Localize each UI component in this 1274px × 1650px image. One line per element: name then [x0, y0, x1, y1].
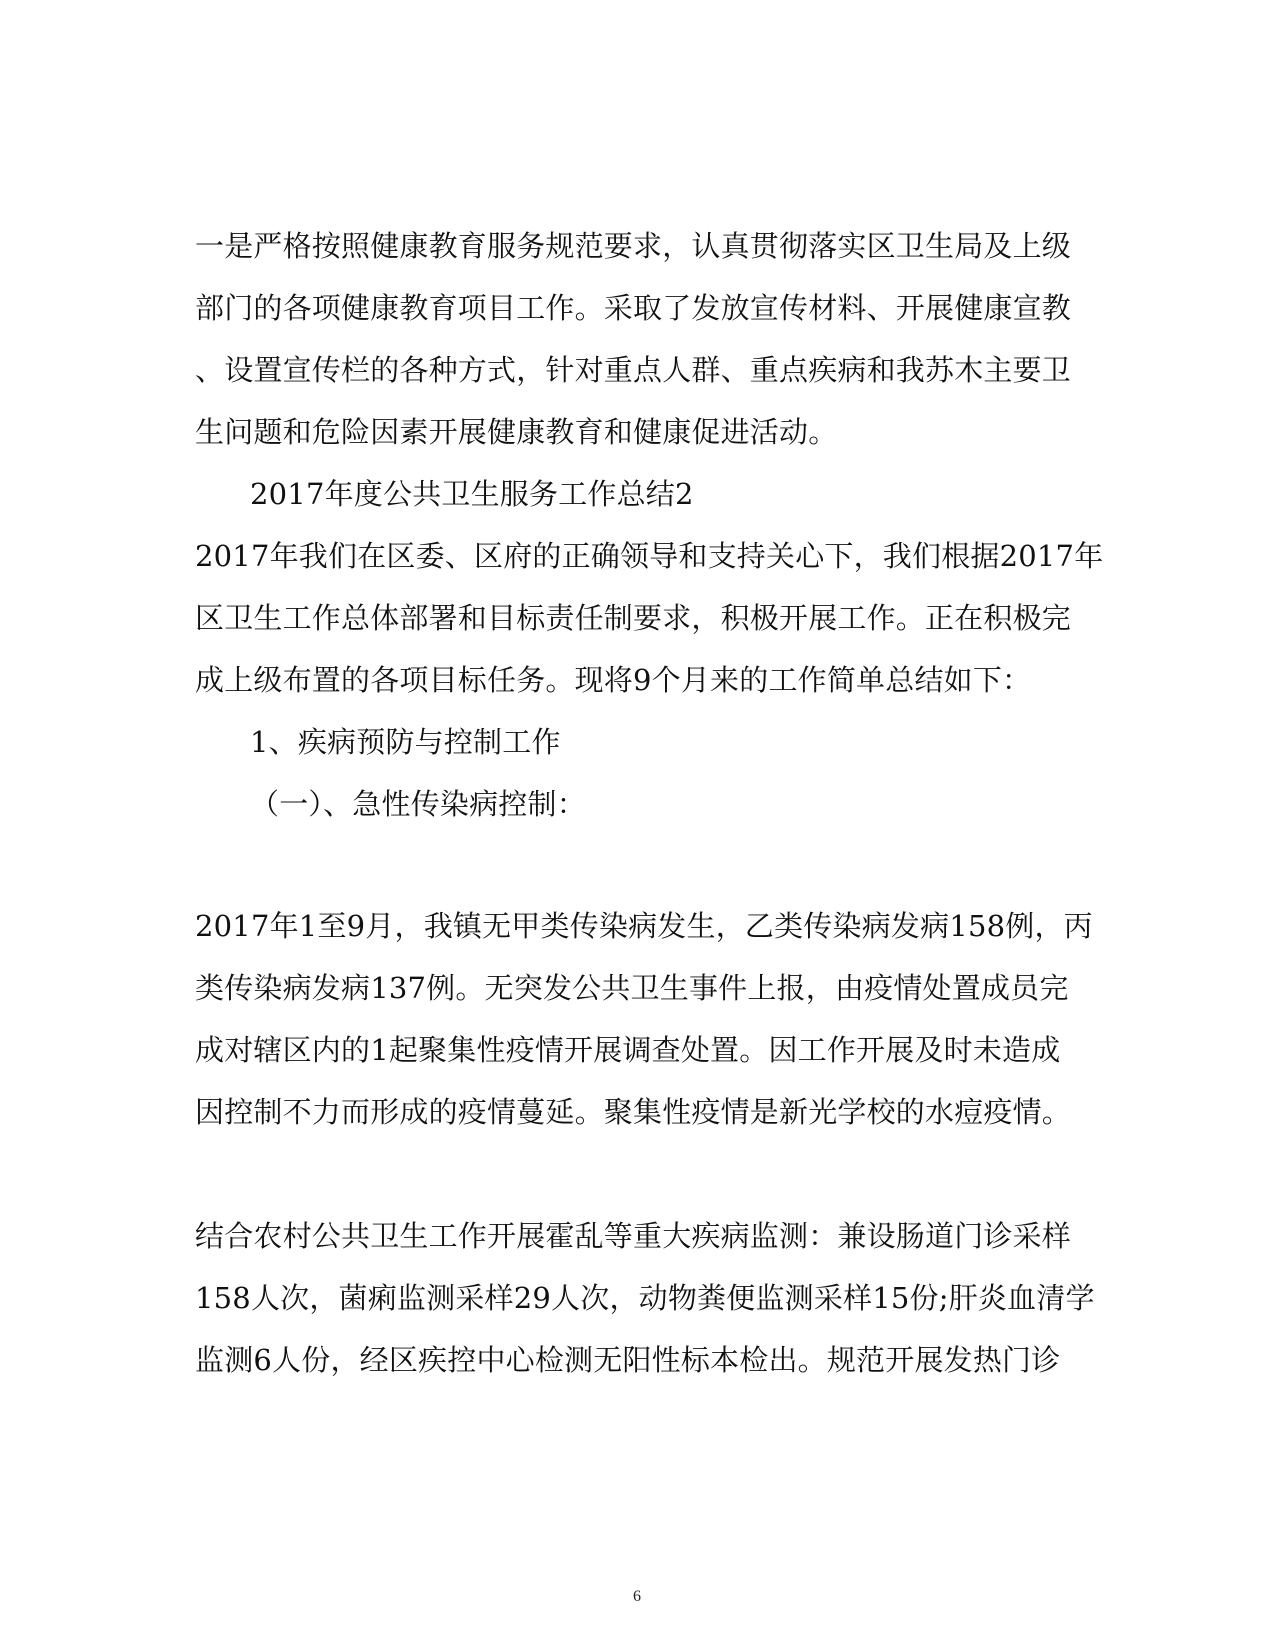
paragraph-line: 部门的各项健康教育项目工作。采取了发放宣传材料、开展健康宣教	[195, 291, 1072, 325]
paragraph-line: 2017年1至9月，我镇无甲类传染病发生，乙类传染病发病158例，丙	[195, 909, 1093, 943]
paragraph-line: 结合农村公共卫生工作开展霍乱等重大疾病监测：兼设肠道门诊采样	[195, 1219, 1072, 1253]
paragraph-line: 监测6人份，经区疾控中心检测无阳性标本检出。规范开展发热门诊	[195, 1343, 1061, 1377]
paragraph-line: 158人次，菌痢监测采样29人次，动物粪便监测采样15份;肝炎血清学	[195, 1281, 1095, 1315]
paragraph-line: 成上级布置的各项目标任务。现将9个月来的工作简单总结如下：	[195, 663, 1032, 697]
paragraph-line: 类传染病发病137例。无突发公共卫生事件上报，由疫情处置成员完	[195, 971, 1069, 1005]
paragraph-line: 因控制不力而形成的疫情蔓延。聚集性疫情是新光学校的水痘疫情。	[195, 1095, 1072, 1129]
subsection-heading: （一）、急性传染病控制：	[250, 787, 586, 821]
paragraph-line: 成对辖区内的1起聚集性疫情开展调查处置。因工作开展及时未造成	[195, 1033, 1061, 1067]
subsection-heading: 1、疾病预防与控制工作	[250, 725, 561, 759]
paragraph-line: 一是严格按照健康教育服务规范要求，认真贯彻落实区卫生局及上级	[195, 229, 1072, 263]
page-number: 6	[633, 1588, 641, 1605]
paragraph-line: 区卫生工作总体部署和目标责任制要求，积极开展工作。正在积极完	[195, 601, 1072, 635]
section-heading: 2017年度公共卫生服务工作总结2	[250, 477, 694, 511]
paragraph-line: 、设置宣传栏的各种方式，针对重点人群、重点疾病和我苏木主要卫	[195, 353, 1072, 387]
paragraph-line: 2017年我们在区委、区府的正确领导和支持关心下，我们根据2017年	[195, 539, 1104, 573]
paragraph-line: 生问题和危险因素开展健康教育和健康促进活动。	[195, 415, 838, 449]
